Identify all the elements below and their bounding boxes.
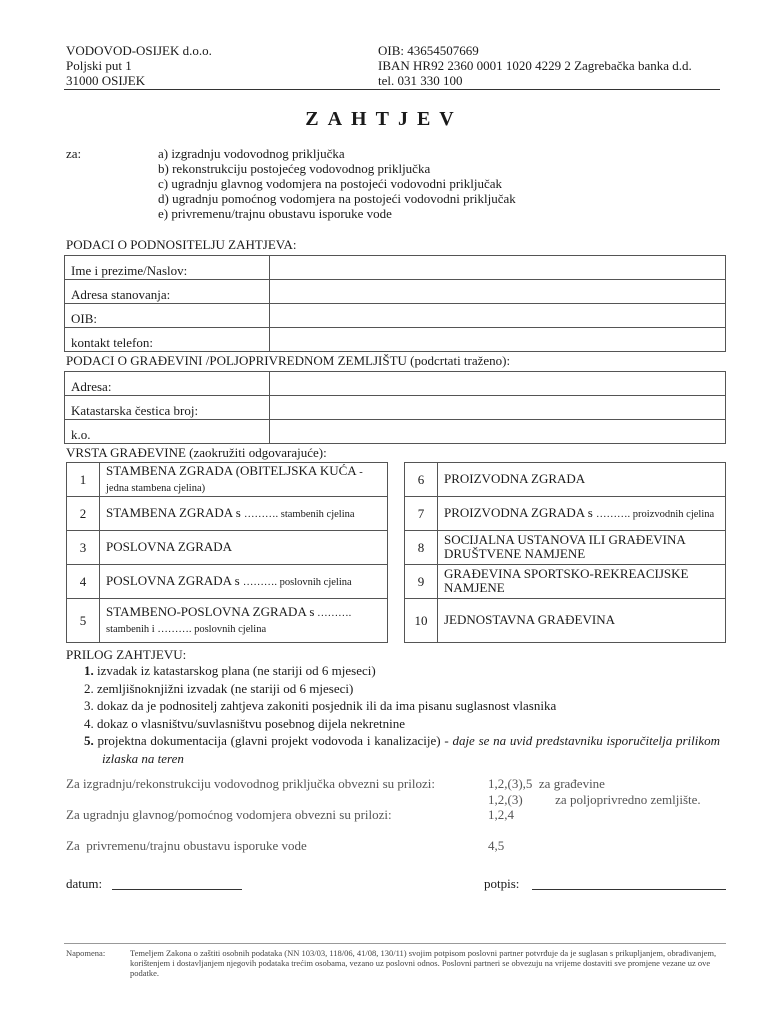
type-heading: VRSTA GRAĐEVINE (zaokružiti odgovarajuće): — [66, 445, 327, 460]
signature-label: potpis: — [484, 876, 520, 891]
type-row[interactable] — [67, 531, 388, 565]
company-info-block — [378, 43, 738, 88]
za-label: za: — [66, 146, 82, 161]
applicant-address-field[interactable] — [270, 280, 726, 304]
building-ko-label: k.o. — [65, 420, 270, 444]
req-label-4: Za privremenu/trajnu obustavu isporuke vode — [66, 838, 307, 853]
attachment-text: zemljišnoknjižni izvadak (ne stariji od 6 mjeseci) — [97, 680, 354, 696]
note-label: Napomena: — [66, 948, 106, 958]
za-options — [158, 146, 718, 221]
attachment-item — [84, 732, 720, 767]
attachments-list — [84, 662, 720, 767]
building-address-field[interactable] — [270, 372, 726, 396]
building-parcel-label: Katastarska čestica broj: — [65, 396, 270, 420]
type-sub: ………. stambenih cjelina — [244, 508, 355, 520]
type-table-left — [66, 462, 388, 643]
building-address-label: Adresa: — [65, 372, 270, 396]
type-sub: ………. stambenih i ………. poslovnih cjelina — [106, 607, 352, 635]
signature-field[interactable] — [532, 889, 726, 890]
attachments-heading: PRILOG ZAHTJEVU: — [66, 647, 187, 662]
attachment-num: 1. — [84, 663, 94, 678]
type-number[interactable]: 8 — [405, 531, 438, 565]
type-label: POSLOVNA ZGRADA — [106, 538, 233, 554]
type-row[interactable] — [405, 565, 726, 599]
building-table — [64, 371, 726, 444]
applicant-oib-label: OIB: — [65, 304, 270, 328]
type-label: POSLOVNA ZGRADA s — [106, 572, 243, 588]
type-label: JEDNOSTAVNA GRAĐEVINA — [444, 611, 615, 627]
type-label: PROIZVODNA ZGRADA — [444, 470, 586, 486]
za-option-d[interactable]: d) ugradnju pomoćnog vodomjera na postojeći vodovodni priključak — [158, 191, 516, 206]
type-row[interactable] — [405, 463, 726, 497]
za-option-b[interactable]: b) rekonstrukciju postojećeg vodovodnog priključka — [158, 161, 431, 176]
type-row[interactable] — [405, 497, 726, 531]
type-sub: ………. poslovnih cjelina — [242, 576, 352, 588]
company-name: VODOVOD-OSIJEK d.o.o. — [66, 43, 212, 58]
req-label-3: Za ugradnju glavnog/pomoćnog vodomjera obvezni su prilozi: — [66, 807, 392, 822]
type-label: GRAĐEVINA SPORTSKO-REKREACIJSKE NAMJENE — [444, 565, 689, 595]
attachment-text: dokaz da je podnositelj zahtjeva zakoniti posjednik ili da ima pisanu suglasnost vlasnika — [97, 698, 557, 713]
applicant-table — [64, 255, 726, 352]
za-option-c[interactable]: c) ugradnju glavnog vodomjera na postojeći vodovodni priključak — [158, 176, 503, 191]
type-row[interactable] — [405, 531, 726, 565]
type-number[interactable]: 3 — [67, 531, 100, 565]
header-divider — [64, 89, 720, 90]
company-tel: tel. 031 330 100 — [378, 73, 463, 88]
building-heading: PODACI O GRAĐEVINI /POLJOPRIVREDNOM ZEMLJIŠTU (podcrtati traženo): — [66, 353, 511, 368]
req-value-2: 1,2,(3) za poljoprivredno zemljište. — [488, 792, 701, 807]
note-text: Temeljem Zakona o zaštiti osobnih podataka (NN 103/03, 118/06, 41/08, 130/11) svojim potpisom poslovni partner potvrđuje da je suglasan s prikupljanjem, obrađivanjem, korištenjem i dostavljanjem njegovih podataka trećim osobama, vezano uz poslovni odnos. Poslovni partneri se obvezuju na vrijeme dostaviti sve promjene vezane uz ove podatke. — [130, 948, 717, 978]
type-row[interactable] — [405, 599, 726, 643]
attachment-num: 5. — [84, 733, 94, 748]
type-sub: ………. proizvodnih cjelina — [596, 508, 715, 520]
type-table-right — [404, 462, 726, 643]
type-label: STAMBENO-POSLOVNA ZGRADA s — [106, 603, 315, 619]
req-value-4: 4,5 — [488, 838, 505, 853]
company-oib: OIB: 43654507669 — [378, 43, 479, 58]
attachment-item — [84, 715, 720, 733]
page-title: ZAHTJEV — [305, 108, 463, 130]
applicant-name-field[interactable] — [270, 256, 726, 280]
company-street: Poljski put 1 — [66, 58, 132, 73]
type-row[interactable] — [67, 599, 388, 643]
type-number[interactable]: 2 — [67, 497, 100, 531]
building-parcel-field[interactable] — [270, 396, 726, 420]
type-number[interactable]: 10 — [405, 599, 438, 643]
building-ko-field[interactable] — [270, 420, 726, 444]
company-block — [66, 43, 346, 88]
type-label: STAMBENA ZGRADA s — [106, 504, 245, 520]
applicant-address-label: Adresa stanovanja: — [65, 280, 270, 304]
req-label-1: Za izgradnju/rekonstrukciju vodovodnog priključka obvezni su prilozi: — [66, 776, 435, 791]
footer-divider — [64, 943, 726, 944]
type-label: SOCIJALNA USTANOVA ILI GRAĐEVINA DRUŠTVENE NAMJENE — [444, 531, 686, 561]
attachment-italic-note: daje se na uvid predstavniku isporučitelja prilikom izlaska na teren — [102, 733, 721, 766]
type-number[interactable]: 6 — [405, 463, 438, 497]
applicant-name-label: Ime i prezime/Naslov: — [65, 256, 270, 280]
applicant-phone-label: kontakt telefon: — [65, 328, 270, 352]
date-label: datum: — [66, 876, 103, 891]
type-number[interactable]: 1 — [67, 463, 100, 497]
date-field[interactable] — [112, 889, 242, 890]
attachment-item — [84, 662, 720, 680]
attachment-item — [84, 697, 720, 715]
type-number[interactable]: 7 — [405, 497, 438, 531]
applicant-phone-field[interactable] — [270, 328, 726, 352]
attachment-num: 3. — [84, 698, 94, 713]
applicant-heading: PODACI O PODNOSITELJU ZAHTJEVA: — [66, 237, 297, 252]
attachment-text: izvadak iz katastarskog plana (ne stariji od 6 mjeseci) — [97, 663, 376, 678]
attachment-item — [84, 680, 720, 698]
za-option-e[interactable]: e) privremenu/trajnu obustavu isporuke vode — [158, 206, 392, 221]
type-number[interactable]: 9 — [405, 565, 438, 599]
za-option-a[interactable]: a) izgradnju vodovodnog priključka — [158, 146, 345, 161]
req-value-1: 1,2,(3),5 za građevine — [488, 776, 605, 791]
attachment-text: projektna dokumentacija (glavni projekt vodovoda i kanalizacije) - — [97, 733, 453, 748]
req-value-3: 1,2,4 — [488, 807, 514, 822]
type-row[interactable] — [67, 463, 388, 497]
type-row[interactable] — [67, 497, 388, 531]
applicant-oib-field[interactable] — [270, 304, 726, 328]
type-sub: - jedna stambena cjelina) — [106, 466, 363, 494]
type-number[interactable]: 5 — [67, 599, 100, 643]
attachment-text: dokaz o vlasništvu/suvlasništvu posebnog dijela nekretnine — [97, 715, 405, 731]
type-label: STAMBENA ZGRADA (OBITELJSKA KUĆA — [106, 462, 357, 478]
type-row[interactable] — [67, 565, 388, 599]
type-label: PROIZVODNA ZGRADA s — [444, 504, 597, 520]
attachment-num: 2. — [84, 680, 94, 696]
type-number[interactable]: 4 — [67, 565, 100, 599]
company-iban: IBAN HR92 2360 0001 1020 4229 2 Zagrebačka banka d.d. — [378, 58, 692, 73]
attachment-num: 4. — [84, 715, 94, 731]
company-city: 31000 OSIJEK — [66, 73, 146, 88]
